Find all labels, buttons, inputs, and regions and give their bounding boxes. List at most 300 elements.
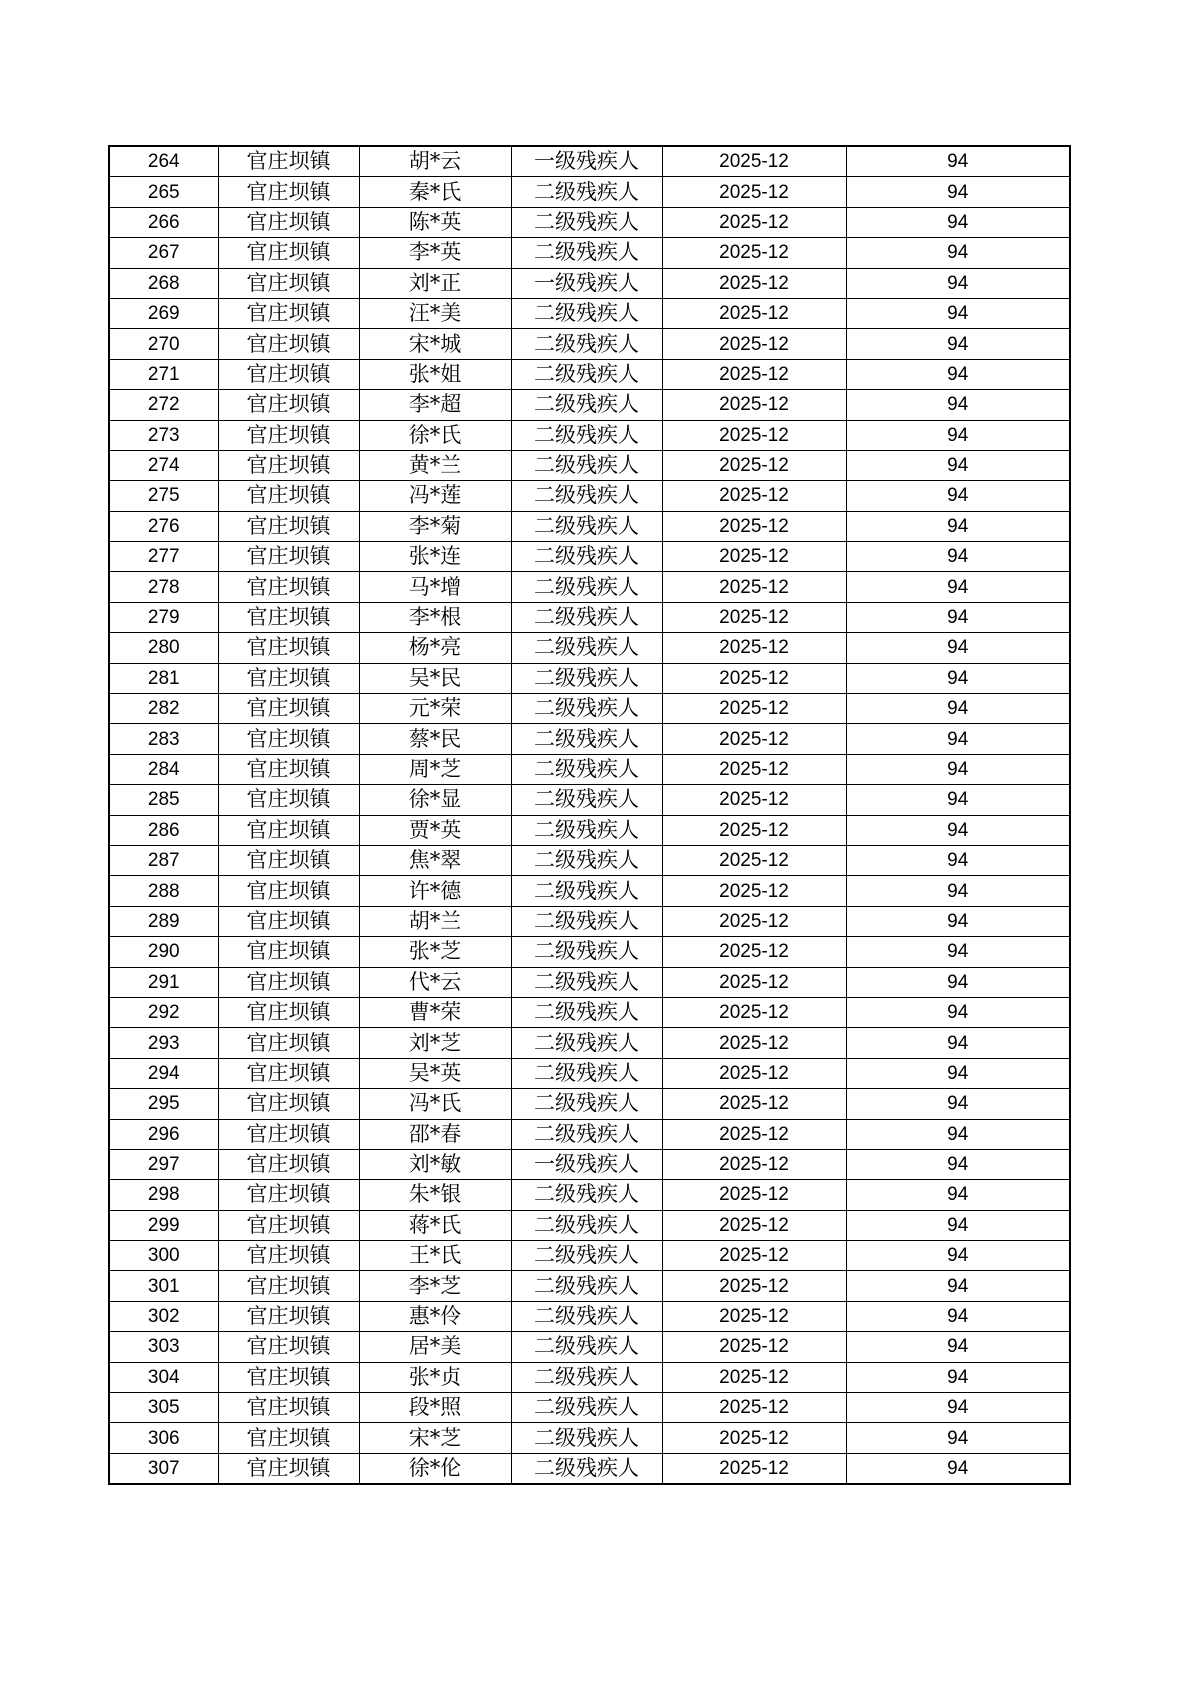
amount-cell: 94 [846, 1089, 1070, 1119]
town-cell: 官庄坝镇 [218, 1362, 359, 1392]
amount-cell: 94 [846, 1149, 1070, 1179]
table-row [109, 1028, 1070, 1058]
amount-cell: 94 [846, 177, 1070, 207]
disability-level-cell: 二级残疾人 [511, 1089, 662, 1119]
disability-level-cell: 二级残疾人 [511, 633, 662, 663]
disability-level-cell: 二级残疾人 [511, 1453, 662, 1484]
amount-cell: 94 [846, 633, 1070, 663]
month-cell: 2025-12 [662, 815, 846, 845]
amount-cell: 94 [846, 815, 1070, 845]
row-number-cell: 277 [109, 542, 218, 572]
table-row [109, 997, 1070, 1027]
name-cell: 陈*英 [359, 207, 511, 237]
town-cell: 官庄坝镇 [218, 1332, 359, 1362]
month-cell: 2025-12 [662, 481, 846, 511]
town-cell: 官庄坝镇 [218, 1089, 359, 1119]
table-row [109, 146, 1070, 177]
name-cell: 邵*春 [359, 1119, 511, 1149]
amount-cell: 94 [846, 1119, 1070, 1149]
table-body [109, 146, 1070, 1484]
town-cell: 官庄坝镇 [218, 481, 359, 511]
disability-level-cell: 二级残疾人 [511, 511, 662, 541]
disability-level-cell: 二级残疾人 [511, 298, 662, 328]
disability-level-cell: 二级残疾人 [511, 177, 662, 207]
disability-level-cell: 二级残疾人 [511, 663, 662, 693]
name-cell: 刘*正 [359, 268, 511, 298]
row-number-cell: 307 [109, 1453, 218, 1484]
amount-cell: 94 [846, 694, 1070, 724]
row-number-cell: 264 [109, 146, 218, 177]
row-number-cell: 282 [109, 694, 218, 724]
month-cell: 2025-12 [662, 298, 846, 328]
month-cell: 2025-12 [662, 1180, 846, 1210]
table-row [109, 450, 1070, 480]
amount-cell: 94 [846, 602, 1070, 632]
row-number-cell: 288 [109, 876, 218, 906]
name-cell: 李*英 [359, 238, 511, 268]
disability-level-cell: 二级残疾人 [511, 845, 662, 875]
disability-level-cell: 二级残疾人 [511, 1180, 662, 1210]
town-cell: 官庄坝镇 [218, 359, 359, 389]
month-cell: 2025-12 [662, 1119, 846, 1149]
town-cell: 官庄坝镇 [218, 177, 359, 207]
town-cell: 官庄坝镇 [218, 967, 359, 997]
month-cell: 2025-12 [662, 1028, 846, 1058]
table-row [109, 663, 1070, 693]
row-number-cell: 302 [109, 1301, 218, 1331]
table-row [109, 1332, 1070, 1362]
subsidy-table [108, 145, 1071, 1485]
name-cell: 李*芝 [359, 1271, 511, 1301]
table-row [109, 754, 1070, 784]
amount-cell: 94 [846, 876, 1070, 906]
amount-cell: 94 [846, 1271, 1070, 1301]
name-cell: 宋*城 [359, 329, 511, 359]
table-row [109, 1362, 1070, 1392]
month-cell: 2025-12 [662, 785, 846, 815]
town-cell: 官庄坝镇 [218, 329, 359, 359]
town-cell: 官庄坝镇 [218, 1241, 359, 1271]
name-cell: 汪*美 [359, 298, 511, 328]
amount-cell: 94 [846, 1028, 1070, 1058]
name-cell: 惠*伶 [359, 1301, 511, 1331]
month-cell: 2025-12 [662, 754, 846, 784]
month-cell: 2025-12 [662, 633, 846, 663]
town-cell: 官庄坝镇 [218, 207, 359, 237]
town-cell: 官庄坝镇 [218, 1453, 359, 1484]
amount-cell: 94 [846, 1180, 1070, 1210]
row-number-cell: 267 [109, 238, 218, 268]
town-cell: 官庄坝镇 [218, 1301, 359, 1331]
month-cell: 2025-12 [662, 1453, 846, 1484]
name-cell: 刘*芝 [359, 1028, 511, 1058]
amount-cell: 94 [846, 511, 1070, 541]
amount-cell: 94 [846, 420, 1070, 450]
disability-level-cell: 一级残疾人 [511, 1149, 662, 1179]
name-cell: 元*荣 [359, 694, 511, 724]
disability-level-cell: 二级残疾人 [511, 359, 662, 389]
disability-level-cell: 一级残疾人 [511, 146, 662, 177]
table-row [109, 633, 1070, 663]
amount-cell: 94 [846, 1301, 1070, 1331]
table-row [109, 511, 1070, 541]
name-cell: 蒋*氏 [359, 1210, 511, 1240]
amount-cell: 94 [846, 845, 1070, 875]
month-cell: 2025-12 [662, 177, 846, 207]
disability-level-cell: 二级残疾人 [511, 1423, 662, 1453]
month-cell: 2025-12 [662, 1332, 846, 1362]
row-number-cell: 292 [109, 997, 218, 1027]
disability-level-cell: 二级残疾人 [511, 754, 662, 784]
table-row [109, 1149, 1070, 1179]
month-cell: 2025-12 [662, 845, 846, 875]
town-cell: 官庄坝镇 [218, 542, 359, 572]
town-cell: 官庄坝镇 [218, 1393, 359, 1423]
name-cell: 李*根 [359, 602, 511, 632]
disability-level-cell: 二级残疾人 [511, 542, 662, 572]
town-cell: 官庄坝镇 [218, 238, 359, 268]
table-row [109, 207, 1070, 237]
town-cell: 官庄坝镇 [218, 754, 359, 784]
name-cell: 徐*显 [359, 785, 511, 815]
row-number-cell: 285 [109, 785, 218, 815]
month-cell: 2025-12 [662, 572, 846, 602]
table-row [109, 1453, 1070, 1484]
table-row [109, 572, 1070, 602]
table-row [109, 1301, 1070, 1331]
name-cell: 贾*英 [359, 815, 511, 845]
month-cell: 2025-12 [662, 390, 846, 420]
table-row [109, 724, 1070, 754]
amount-cell: 94 [846, 298, 1070, 328]
row-number-cell: 287 [109, 845, 218, 875]
month-cell: 2025-12 [662, 997, 846, 1027]
month-cell: 2025-12 [662, 542, 846, 572]
amount-cell: 94 [846, 967, 1070, 997]
town-cell: 官庄坝镇 [218, 845, 359, 875]
table-row [109, 1058, 1070, 1088]
name-cell: 张*芝 [359, 937, 511, 967]
row-number-cell: 273 [109, 420, 218, 450]
amount-cell: 94 [846, 754, 1070, 784]
disability-level-cell: 二级残疾人 [511, 906, 662, 936]
month-cell: 2025-12 [662, 1362, 846, 1392]
name-cell: 胡*云 [359, 146, 511, 177]
month-cell: 2025-12 [662, 146, 846, 177]
row-number-cell: 306 [109, 1423, 218, 1453]
month-cell: 2025-12 [662, 1423, 846, 1453]
name-cell: 黄*兰 [359, 450, 511, 480]
town-cell: 官庄坝镇 [218, 997, 359, 1027]
amount-cell: 94 [846, 785, 1070, 815]
row-number-cell: 300 [109, 1241, 218, 1271]
disability-level-cell: 二级残疾人 [511, 724, 662, 754]
month-cell: 2025-12 [662, 268, 846, 298]
table-row [109, 1119, 1070, 1149]
row-number-cell: 304 [109, 1362, 218, 1392]
amount-cell: 94 [846, 1453, 1070, 1484]
disability-level-cell: 二级残疾人 [511, 572, 662, 602]
table-row [109, 1180, 1070, 1210]
disability-level-cell: 二级残疾人 [511, 1210, 662, 1240]
month-cell: 2025-12 [662, 1089, 846, 1119]
table-row [109, 359, 1070, 389]
disability-level-cell: 二级残疾人 [511, 967, 662, 997]
month-cell: 2025-12 [662, 724, 846, 754]
table-row [109, 177, 1070, 207]
row-number-cell: 272 [109, 390, 218, 420]
name-cell: 蔡*民 [359, 724, 511, 754]
town-cell: 官庄坝镇 [218, 694, 359, 724]
disability-level-cell: 二级残疾人 [511, 1332, 662, 1362]
amount-cell: 94 [846, 329, 1070, 359]
row-number-cell: 271 [109, 359, 218, 389]
name-cell: 焦*翠 [359, 845, 511, 875]
month-cell: 2025-12 [662, 1241, 846, 1271]
name-cell: 张*姐 [359, 359, 511, 389]
amount-cell: 94 [846, 1210, 1070, 1240]
name-cell: 胡*兰 [359, 906, 511, 936]
amount-cell: 94 [846, 1332, 1070, 1362]
amount-cell: 94 [846, 1058, 1070, 1088]
row-number-cell: 283 [109, 724, 218, 754]
month-cell: 2025-12 [662, 694, 846, 724]
row-number-cell: 290 [109, 937, 218, 967]
name-cell: 王*氏 [359, 1241, 511, 1271]
disability-level-cell: 二级残疾人 [511, 1393, 662, 1423]
town-cell: 官庄坝镇 [218, 420, 359, 450]
town-cell: 官庄坝镇 [218, 1149, 359, 1179]
name-cell: 刘*敏 [359, 1149, 511, 1179]
row-number-cell: 303 [109, 1332, 218, 1362]
table-row [109, 1393, 1070, 1423]
table-row [109, 906, 1070, 936]
disability-level-cell: 二级残疾人 [511, 997, 662, 1027]
name-cell: 张*连 [359, 542, 511, 572]
table-row [109, 420, 1070, 450]
disability-level-cell: 二级残疾人 [511, 1058, 662, 1088]
month-cell: 2025-12 [662, 1210, 846, 1240]
row-number-cell: 298 [109, 1180, 218, 1210]
table-row [109, 1241, 1070, 1271]
amount-cell: 94 [846, 359, 1070, 389]
town-cell: 官庄坝镇 [218, 298, 359, 328]
month-cell: 2025-12 [662, 511, 846, 541]
row-number-cell: 294 [109, 1058, 218, 1088]
row-number-cell: 297 [109, 1149, 218, 1179]
disability-level-cell: 二级残疾人 [511, 1362, 662, 1392]
month-cell: 2025-12 [662, 1271, 846, 1301]
amount-cell: 94 [846, 238, 1070, 268]
name-cell: 秦*氏 [359, 177, 511, 207]
row-number-cell: 280 [109, 633, 218, 663]
name-cell: 吴*民 [359, 663, 511, 693]
row-number-cell: 274 [109, 450, 218, 480]
town-cell: 官庄坝镇 [218, 815, 359, 845]
month-cell: 2025-12 [662, 238, 846, 268]
amount-cell: 94 [846, 450, 1070, 480]
name-cell: 冯*氏 [359, 1089, 511, 1119]
town-cell: 官庄坝镇 [218, 906, 359, 936]
row-number-cell: 289 [109, 906, 218, 936]
row-number-cell: 265 [109, 177, 218, 207]
town-cell: 官庄坝镇 [218, 724, 359, 754]
month-cell: 2025-12 [662, 937, 846, 967]
amount-cell: 94 [846, 663, 1070, 693]
name-cell: 李*菊 [359, 511, 511, 541]
name-cell: 许*德 [359, 876, 511, 906]
table-row [109, 876, 1070, 906]
disability-level-cell: 二级残疾人 [511, 450, 662, 480]
disability-level-cell: 二级残疾人 [511, 390, 662, 420]
row-number-cell: 278 [109, 572, 218, 602]
town-cell: 官庄坝镇 [218, 390, 359, 420]
town-cell: 官庄坝镇 [218, 1028, 359, 1058]
row-number-cell: 269 [109, 298, 218, 328]
town-cell: 官庄坝镇 [218, 1180, 359, 1210]
disability-level-cell: 二级残疾人 [511, 694, 662, 724]
table-row [109, 268, 1070, 298]
row-number-cell: 291 [109, 967, 218, 997]
name-cell: 徐*氏 [359, 420, 511, 450]
month-cell: 2025-12 [662, 602, 846, 632]
disability-level-cell: 二级残疾人 [511, 238, 662, 268]
amount-cell: 94 [846, 937, 1070, 967]
row-number-cell: 270 [109, 329, 218, 359]
month-cell: 2025-12 [662, 906, 846, 936]
row-number-cell: 276 [109, 511, 218, 541]
row-number-cell: 293 [109, 1028, 218, 1058]
amount-cell: 94 [846, 1241, 1070, 1271]
disability-level-cell: 二级残疾人 [511, 1119, 662, 1149]
town-cell: 官庄坝镇 [218, 146, 359, 177]
amount-cell: 94 [846, 1393, 1070, 1423]
disability-level-cell: 二级残疾人 [511, 420, 662, 450]
amount-cell: 94 [846, 481, 1070, 511]
name-cell: 吴*英 [359, 1058, 511, 1088]
table-row [109, 1423, 1070, 1453]
month-cell: 2025-12 [662, 1393, 846, 1423]
month-cell: 2025-12 [662, 967, 846, 997]
table-row [109, 298, 1070, 328]
amount-cell: 94 [846, 268, 1070, 298]
table-row [109, 1271, 1070, 1301]
month-cell: 2025-12 [662, 450, 846, 480]
town-cell: 官庄坝镇 [218, 876, 359, 906]
name-cell: 曹*荣 [359, 997, 511, 1027]
row-number-cell: 296 [109, 1119, 218, 1149]
table-row [109, 602, 1070, 632]
name-cell: 徐*伦 [359, 1453, 511, 1484]
month-cell: 2025-12 [662, 359, 846, 389]
name-cell: 段*照 [359, 1393, 511, 1423]
table-row [109, 481, 1070, 511]
disability-level-cell: 二级残疾人 [511, 329, 662, 359]
amount-cell: 94 [846, 390, 1070, 420]
table-row [109, 542, 1070, 572]
row-number-cell: 275 [109, 481, 218, 511]
name-cell: 马*增 [359, 572, 511, 602]
disability-level-cell: 二级残疾人 [511, 481, 662, 511]
table-row [109, 694, 1070, 724]
table-row [109, 390, 1070, 420]
town-cell: 官庄坝镇 [218, 572, 359, 602]
name-cell: 代*云 [359, 967, 511, 997]
month-cell: 2025-12 [662, 663, 846, 693]
town-cell: 官庄坝镇 [218, 1119, 359, 1149]
amount-cell: 94 [846, 207, 1070, 237]
name-cell: 居*美 [359, 1332, 511, 1362]
disability-level-cell: 二级残疾人 [511, 1028, 662, 1058]
row-number-cell: 286 [109, 815, 218, 845]
row-number-cell: 268 [109, 268, 218, 298]
town-cell: 官庄坝镇 [218, 1210, 359, 1240]
town-cell: 官庄坝镇 [218, 937, 359, 967]
disability-level-cell: 二级残疾人 [511, 815, 662, 845]
amount-cell: 94 [846, 572, 1070, 602]
month-cell: 2025-12 [662, 329, 846, 359]
disability-level-cell: 二级残疾人 [511, 207, 662, 237]
town-cell: 官庄坝镇 [218, 1423, 359, 1453]
row-number-cell: 279 [109, 602, 218, 632]
table-row [109, 1210, 1070, 1240]
amount-cell: 94 [846, 997, 1070, 1027]
name-cell: 周*芝 [359, 754, 511, 784]
amount-cell: 94 [846, 1362, 1070, 1392]
name-cell: 李*超 [359, 390, 511, 420]
town-cell: 官庄坝镇 [218, 268, 359, 298]
amount-cell: 94 [846, 146, 1070, 177]
row-number-cell: 295 [109, 1089, 218, 1119]
table-row [109, 815, 1070, 845]
disability-level-cell: 一级残疾人 [511, 268, 662, 298]
table-row [109, 238, 1070, 268]
town-cell: 官庄坝镇 [218, 602, 359, 632]
town-cell: 官庄坝镇 [218, 1271, 359, 1301]
table-row [109, 785, 1070, 815]
name-cell: 张*贞 [359, 1362, 511, 1392]
row-number-cell: 299 [109, 1210, 218, 1240]
disability-level-cell: 二级残疾人 [511, 1271, 662, 1301]
row-number-cell: 284 [109, 754, 218, 784]
table-row [109, 1089, 1070, 1119]
town-cell: 官庄坝镇 [218, 1058, 359, 1088]
amount-cell: 94 [846, 906, 1070, 936]
row-number-cell: 266 [109, 207, 218, 237]
disability-level-cell: 二级残疾人 [511, 876, 662, 906]
disability-level-cell: 二级残疾人 [511, 1301, 662, 1331]
table-row [109, 845, 1070, 875]
town-cell: 官庄坝镇 [218, 633, 359, 663]
amount-cell: 94 [846, 542, 1070, 572]
town-cell: 官庄坝镇 [218, 511, 359, 541]
month-cell: 2025-12 [662, 420, 846, 450]
name-cell: 冯*莲 [359, 481, 511, 511]
table-row [109, 967, 1070, 997]
row-number-cell: 305 [109, 1393, 218, 1423]
disability-level-cell: 二级残疾人 [511, 1241, 662, 1271]
month-cell: 2025-12 [662, 1301, 846, 1331]
month-cell: 2025-12 [662, 876, 846, 906]
name-cell: 宋*芝 [359, 1423, 511, 1453]
month-cell: 2025-12 [662, 207, 846, 237]
row-number-cell: 301 [109, 1271, 218, 1301]
town-cell: 官庄坝镇 [218, 785, 359, 815]
disability-level-cell: 二级残疾人 [511, 785, 662, 815]
town-cell: 官庄坝镇 [218, 663, 359, 693]
town-cell: 官庄坝镇 [218, 450, 359, 480]
row-number-cell: 281 [109, 663, 218, 693]
